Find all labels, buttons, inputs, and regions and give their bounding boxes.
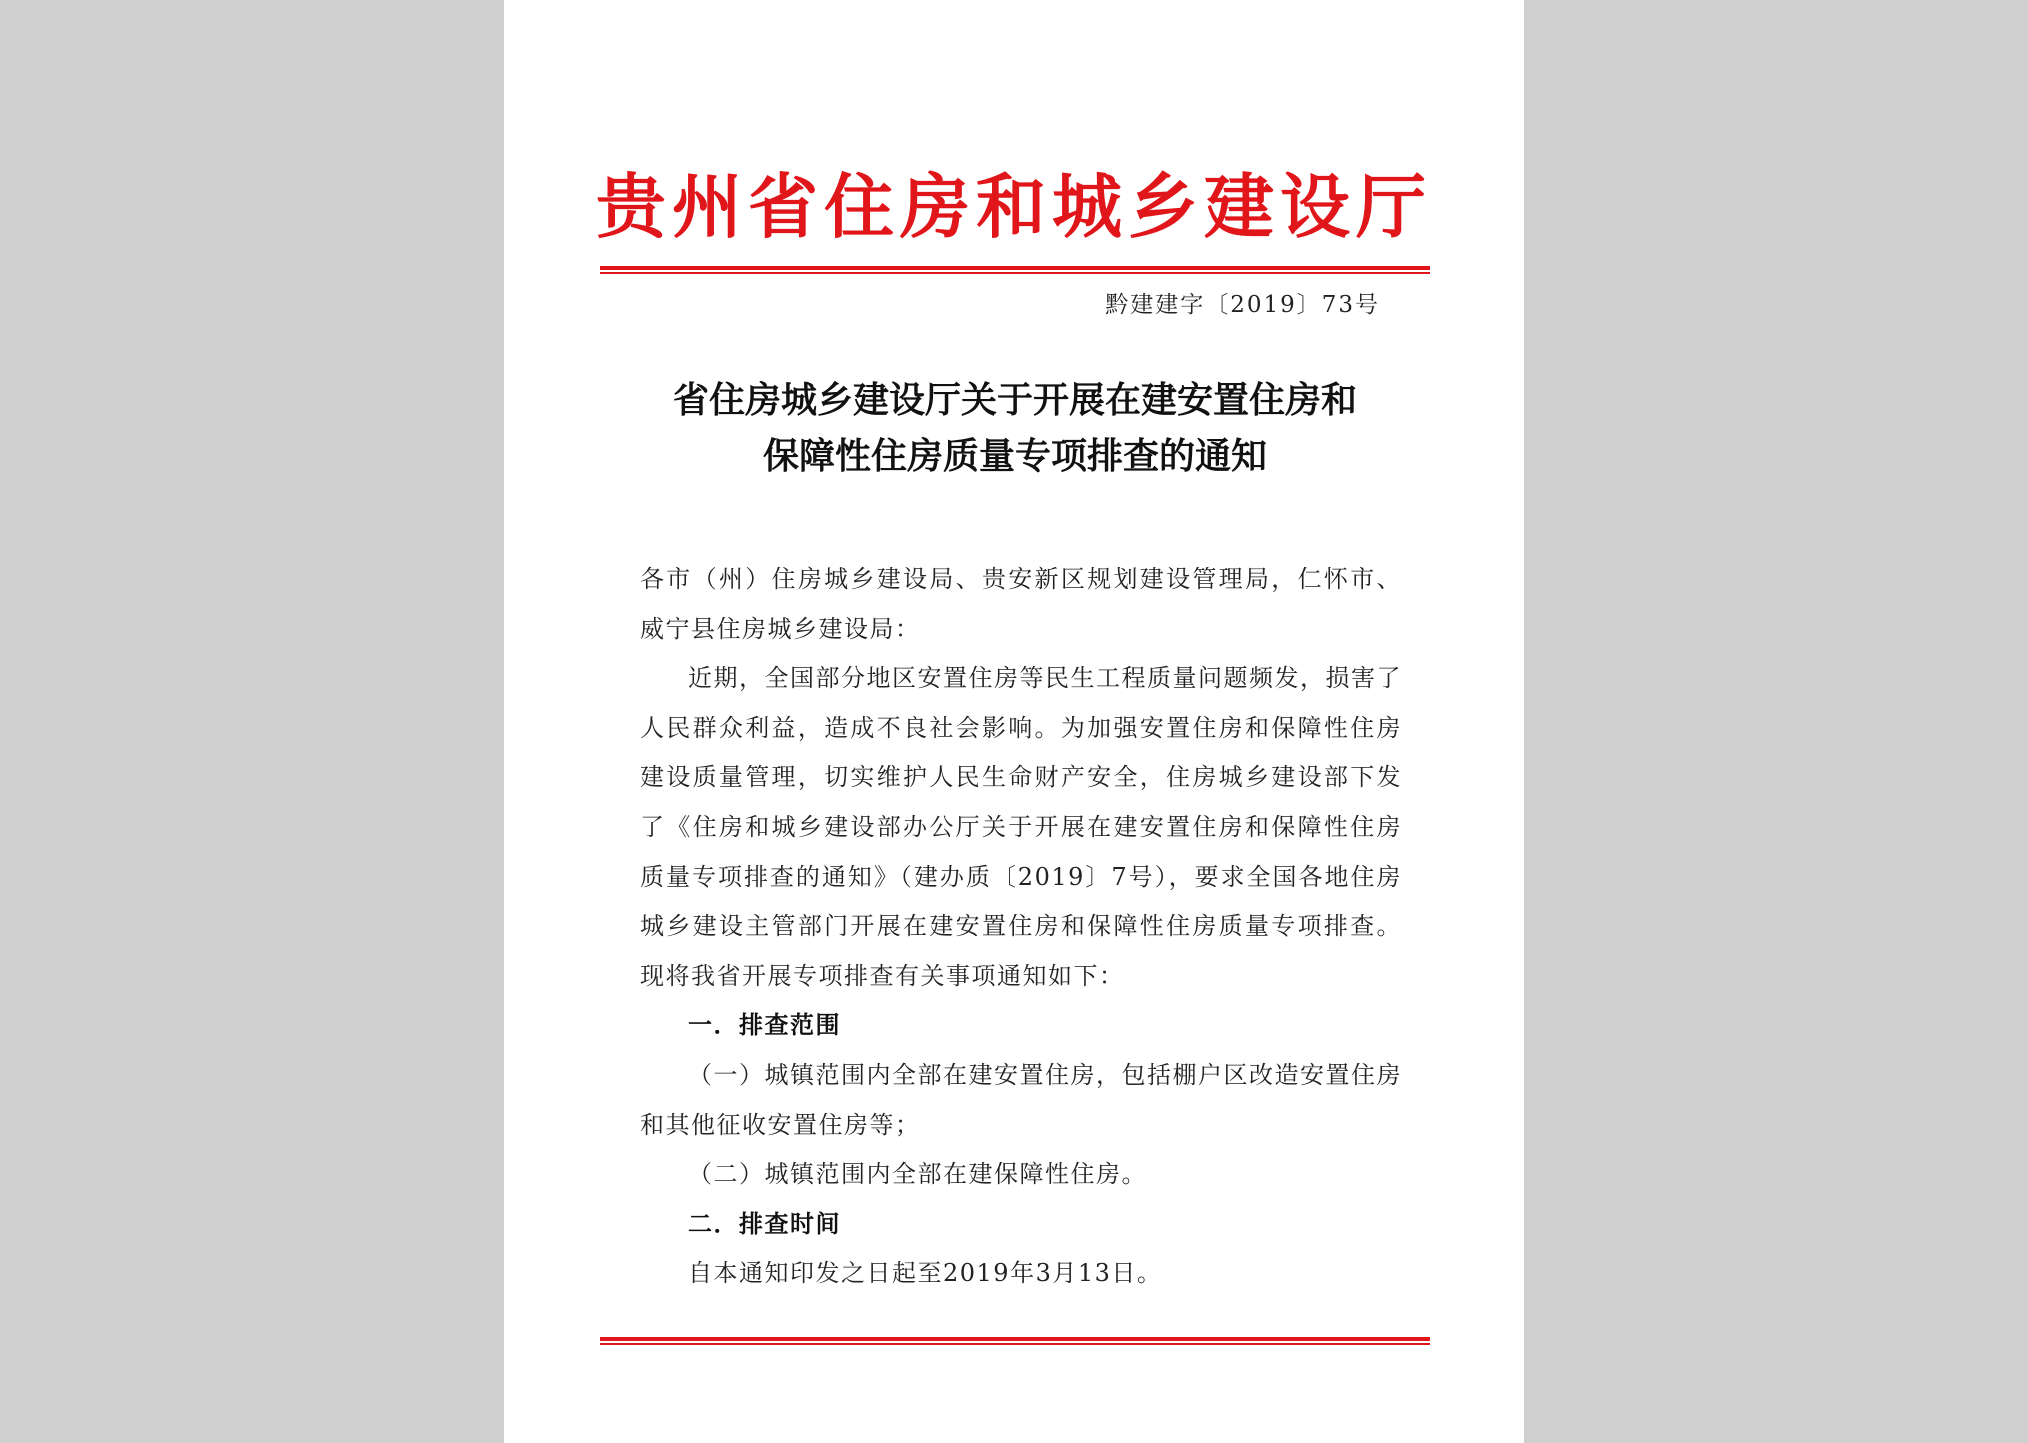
letterhead-rule-top [600,266,1430,270]
section-1-item-2: （二）城镇范围内全部在建保障性住房。 [688,1160,1147,1189]
letterhead-title: 贵州省住房和城乡建设厅 [596,165,1432,248]
section-1-item-1: （一）城镇范围内全部在建安置住房，包括棚户区改造安置住房和其他征收安置住房等； [640,1060,1402,1139]
footer-rule-top [600,1337,1430,1341]
footer-rule-bottom [600,1343,1430,1345]
section-2-heading: 二．排查时间 [688,1209,841,1238]
document-body [640,555,1402,1299]
letterhead-rule-bottom [600,272,1430,274]
addressee: 各市（州）住房城乡建设局、贵安新区规划建设管理局，仁怀市、威宁县住房城乡建设局： [640,565,1402,643]
title-line-2: 保障性住房质量专项排查的通知 [762,435,1267,477]
document-title [600,372,1430,484]
intro-paragraph: 近期，全国部分地区安置住房等民生工程质量问题频发，损害了人民群众利益，造成不良社会影响。为加强安置住房和保障性住房建设质量管理，切实维护人民生命财产安全，住房城乡建设部下发了《住房和城乡建设部办公厅关于开展在建安置住房和保障性住房质量专项排查的通知》（建办质〔2019〕7号），要求全国各地住房城乡建设主管部门开展在建安置住房和保障性住房质量专项排查。现将我省开展专项排查有关事项通知如下： [640,664,1402,990]
section-2-text: 自本通知印发之日起至2019年3月13日。 [688,1259,1163,1288]
title-line-1: 省住房城乡建设厅关于开展在建安置住房和 [672,379,1357,421]
document-number: 黔建建字〔2019〕73号 [1105,292,1380,318]
document-page [504,0,1524,1443]
section-1-heading: 一．排查范围 [688,1011,841,1040]
